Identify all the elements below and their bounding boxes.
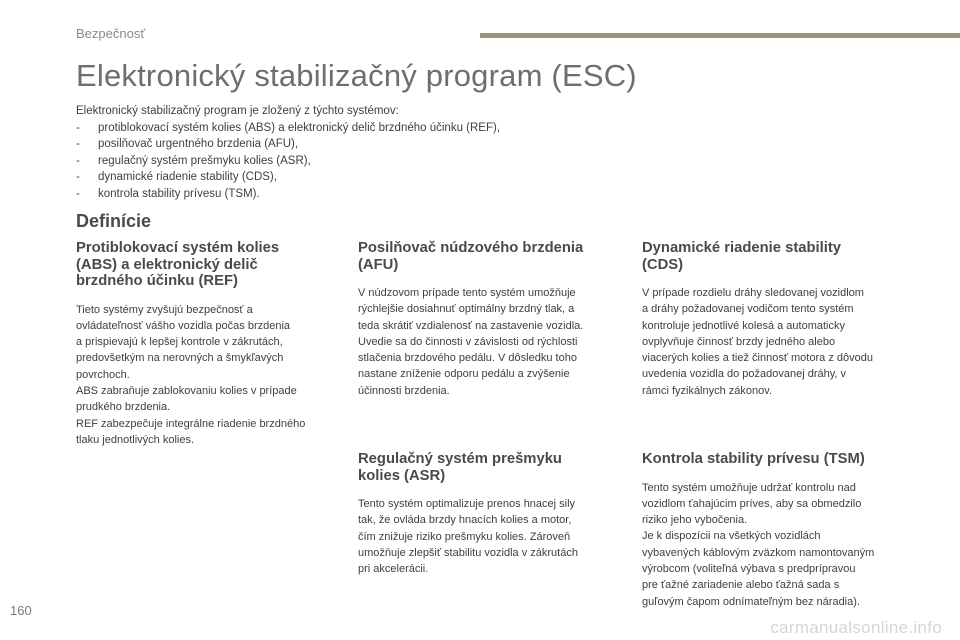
definition-title-cds: Dynamické riadenie stability (CDS) bbox=[642, 240, 842, 273]
list-item: - posilňovač urgentného brzdenia (AFU), bbox=[76, 136, 636, 153]
definition-title-tsm: Kontrola stability prívesu (TSM) bbox=[642, 451, 865, 467]
section-label: Bezpečnosť bbox=[76, 26, 146, 41]
definition-body-afu: V núdzovom prípade tento systém umožňuje rýchlejšie dosiahnuť optimálny brzdný tlak, a teda skrátiť vzdialenosť na zastavenie vozidla. Uvedie sa do činnosti v závislosti od rýchlosti stlačenia brzdového pedálu. V dôsledku toho nastane zníženie odporu pedálu a zvýšenie účinnosti brzdenia. bbox=[358, 287, 584, 397]
definition-body-cds: V prípade rozdielu dráhy sledovanej vozidlom a dráhy požadovanej vodičom tento systém kontroluje jednotlivé kolesá a automaticky ovplyvňuje činnosť brzdy jedného alebo viacerých kolies a tiež činnosť motora z dôvodu uvedenia vozidla do požadovanej dráhy, v rámci fyzikálnych zákonov. bbox=[642, 287, 873, 397]
definition-title-afu: Posilňovač núdzového brzdenia (AFU) bbox=[358, 240, 584, 273]
definition-body-tsm: Tento systém umožňuje udržať kontrolu nad vozidlom ťahajúcim príves, aby sa obmedzilo riziko jeho vybočenia. Je k dispozícii na všetkých vozidlách vybavených káblovým zväzkom namontovaným výrobcom (voliteľná výbava s predprípravou pre ťažné zariadenie alebo ťažná sada s guľovým čapom odnímateľným bez náradia). bbox=[642, 481, 875, 608]
list-item: - regulačný systém prešmyku kolies (ASR), bbox=[76, 153, 636, 170]
page-title: Elektronický stabilizačný program (ESC) bbox=[76, 58, 637, 93]
intro-text: Elektronický stabilizačný program je zložený z týchto systémov: bbox=[76, 105, 399, 117]
intro-section bbox=[76, 103, 636, 202]
page-number: 160 bbox=[10, 603, 32, 618]
definition-cds bbox=[642, 240, 904, 399]
definition-asr bbox=[358, 451, 620, 577]
list-item: - kontrola stability prívesu (TSM). bbox=[76, 186, 636, 203]
definition-tsm bbox=[642, 451, 904, 610]
definition-afu bbox=[358, 240, 620, 399]
definition-body-abs: Tieto systémy zvyšujú bezpečnosť a ovládateľnosť vášho vozidla počas brzdenia a prispievajú k lepšej kontrole v zákrutách, predovšetkým na nerovných a šmykľavých povrchoch. ABS zabraňuje zablokovaniu kolies v prípade prudkého brzdenia. REF zabezpečuje integrálne riadenie brzdného tlaku jednotlivých kolies. bbox=[76, 303, 306, 446]
definition-title-abs: Protiblokovací systém kolies (ABS) a elektronický delič brzdného účinku (REF) bbox=[76, 240, 280, 289]
definition-abs bbox=[76, 240, 338, 448]
definitions-heading: Definície bbox=[76, 211, 152, 231]
systems-list bbox=[76, 120, 636, 203]
header-accent-bar bbox=[480, 33, 960, 38]
list-item: - dynamické riadenie stability (CDS), bbox=[76, 169, 636, 186]
list-item: - protiblokovací systém kolies (ABS) a elektronický delič brzdného účinku (REF), bbox=[76, 120, 636, 137]
definition-body-asr: Tento systém optimalizuje prenos hnacej sily tak, že ovláda brzdy hnacích kolies a motor, čím znižuje riziko prešmyku kolies. Zároveň umožňuje zlepšiť stabilitu vozidla v zákrutách pri akcelerácii. bbox=[358, 498, 578, 576]
watermark: carmanualsonline.info bbox=[770, 618, 942, 637]
definition-title-asr: Regulačný systém prešmyku kolies (ASR) bbox=[358, 451, 562, 484]
